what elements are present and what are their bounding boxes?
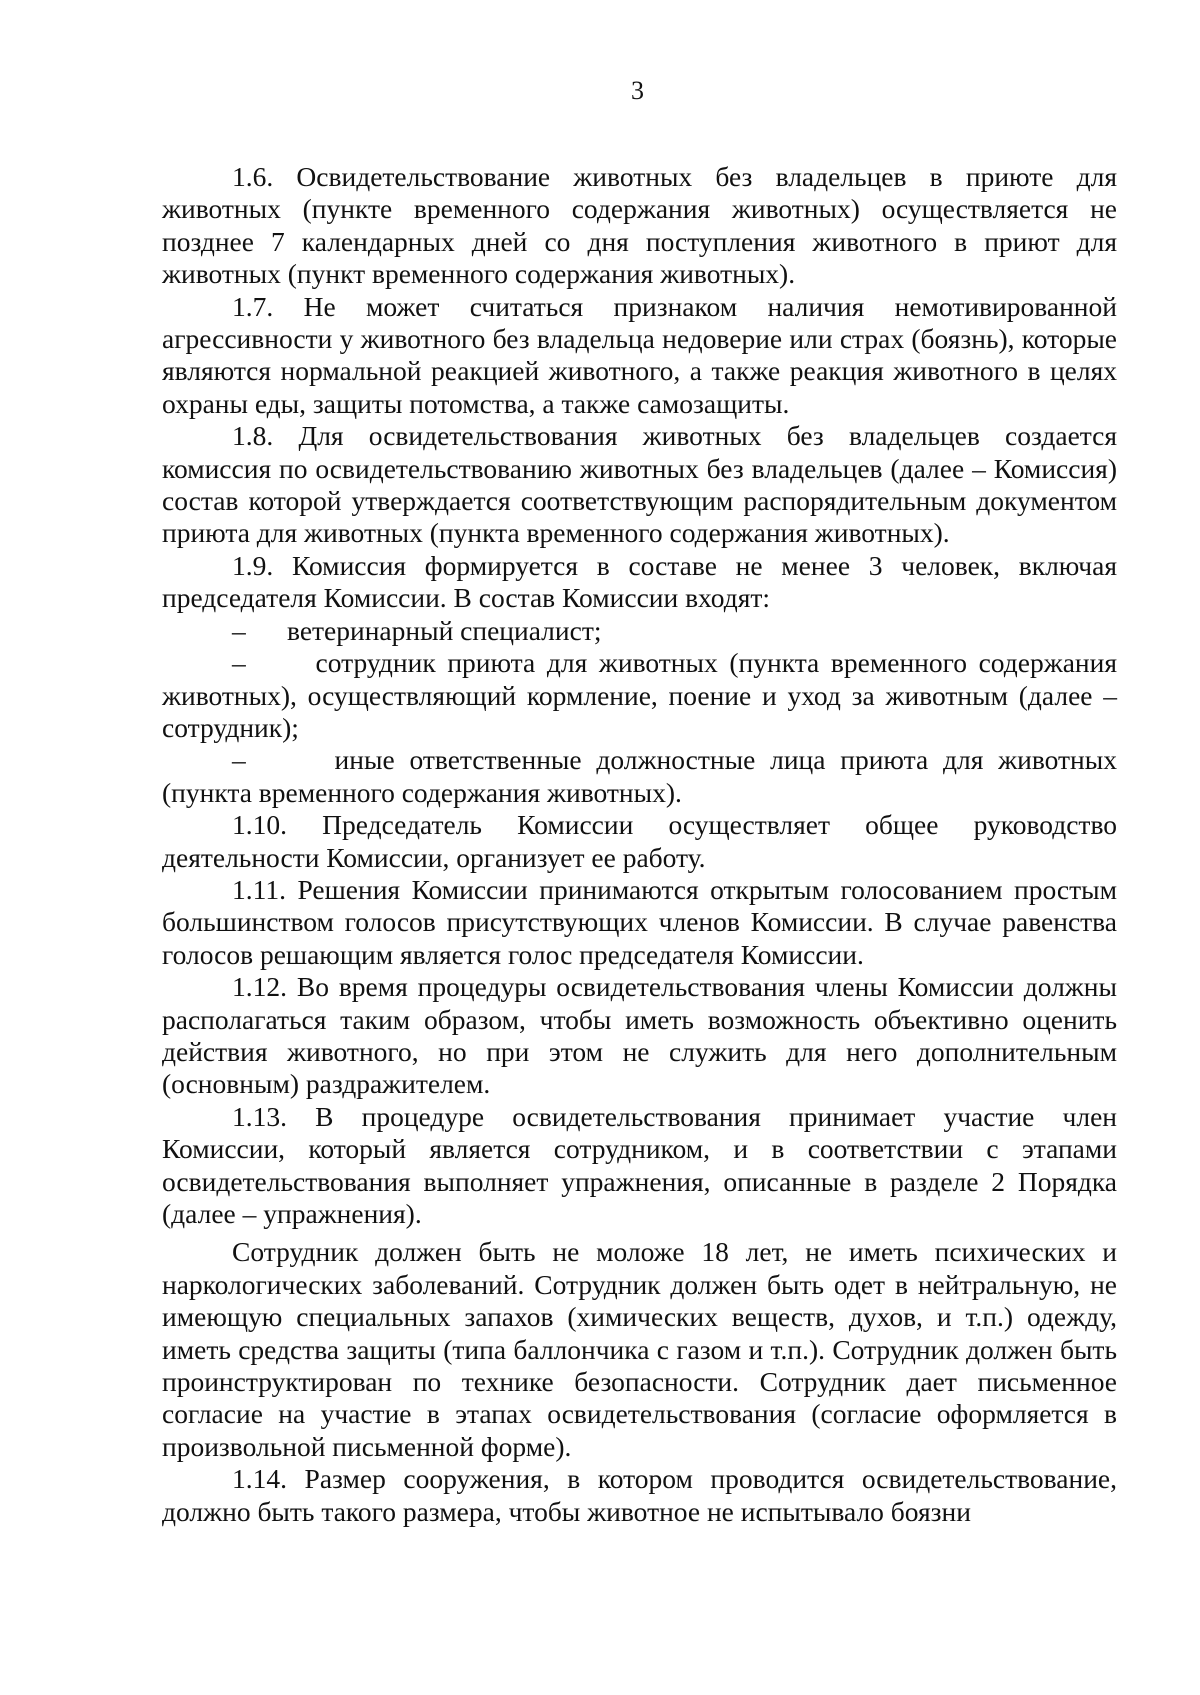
paragraph-1-14: 1.14. Размер сооружения, в котором проводится освидетельствование, должно быть такого размера, чтобы животное не испытывало боязни (162, 1463, 1117, 1527)
paragraph-1-8: 1.8. Для освидетельствования животных без владельцев создается комиссия по освидетельствованию животных без владельцев (далее – Комиссия) состав которой утверждается соответствующим распорядительным документом приюта для животных (пункта временного содержания животных). (162, 420, 1117, 549)
list-item-employee (162, 647, 1117, 744)
paragraph-1-7: 1.7. Не может считаться признаком наличия немотивированной агрессивности у животного без владельца недоверие или страх (боязнь), которые являются нормальной реакцией животного, а также реакция животного в целях охраны еды, защиты потомства, а также самозащиты. (162, 290, 1117, 419)
list-item-text: ветеринарный специалист; (287, 614, 602, 646)
list-item-officials (162, 744, 1117, 809)
list-item-text: сотрудник приюта для животных (пункта временного содержания животных), осуществляющий кормление, поение и уход за животным (далее – сотрудник); (162, 647, 1117, 743)
paragraph-1-11: 1.11. Решения Комиссии принимаются открытым голосованием простым большинством голосов присутствующих членов Комиссии. В случае равенства голосов решающим является голос председателя Комиссии. (162, 873, 1117, 970)
dash-marker: – (232, 614, 246, 646)
paragraph-1-10: 1.10. Председатель Комиссии осуществляет общее руководство деятельности Комиссии, организует ее работу. (162, 809, 1117, 873)
list-item-text: иные ответственные должностные лица приюта для животных (пункта временного содержания животных). (162, 744, 1117, 808)
paragraph-1-12: 1.12. Во время процедуры освидетельствования члены Комиссии должны располагаться таким образом, чтобы иметь возможность объективно оценить действия животного, но при этом не служить для него дополнительным (основным) раздражителем. (162, 971, 1117, 1100)
list-item-vet (162, 615, 1117, 647)
paragraph-employee-requirements: Сотрудник должен быть не моложе 18 лет, не иметь психических и наркологических заболеваний. Сотрудник должен быть одет в нейтральную, не имеющую специальных запахов (химических веществ, духов, и т.п.) одежду, иметь средства защиты (типа баллончика с газом и т.п.). Сотрудник должен быть проинструктирован по технике безопасности. Сотрудник дает письменное согласие на участие в этапах освидетельствования (согласие оформляется в произвольной письменной форме). (162, 1236, 1117, 1462)
dash-marker: – (232, 647, 246, 679)
dash-marker: – (232, 744, 246, 776)
paragraph-1-9: 1.9. Комиссия формируется в составе не менее 3 человек, включая председателя Комиссии. В состав Комиссии входят: (162, 549, 1117, 614)
page-number: 3 (631, 76, 644, 105)
paragraph-1-13: 1.13. В процедуре освидетельствования принимает участие член Комиссии, который является сотрудником, и в соответствии с этапами освидетельствования выполняет упражнения, описанные в разделе 2 Порядка (далее – упражнения). (162, 1100, 1117, 1229)
document-body (162, 161, 1117, 1528)
paragraph-1-6: 1.6. Освидетельствование животных без владельцев в приюте для животных (пункте временного содержания животных) осуществляется не позднее 7 календарных дней со дня поступления животного в приют для животных (пункт временного содержания животных). (162, 161, 1117, 290)
